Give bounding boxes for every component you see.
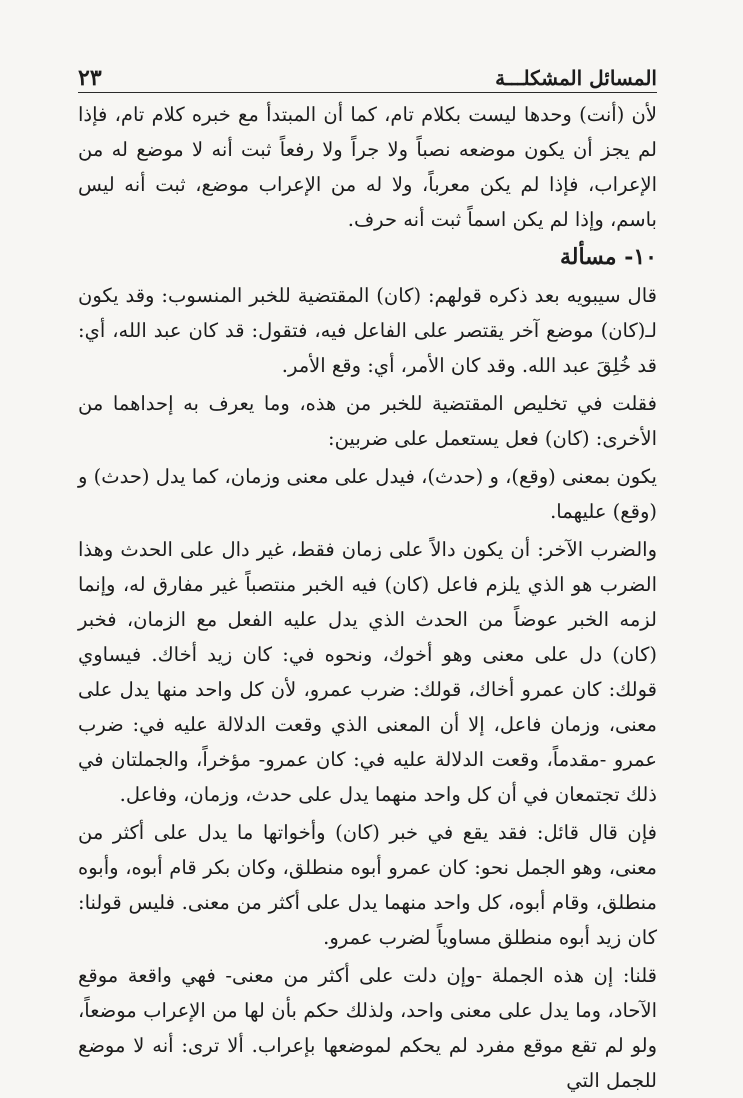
paragraph: فقلت في تخليص المقتضية للخبر من هذه، وما يعرف به إحداهما من الأخرى: (كان) فعل يستعمل على ضربين: [78,392,657,450]
running-title: المسائل المشكلـــة [495,66,657,90]
page-header [78,58,657,93]
paragraph: والضرب الآخر: أن يكون دالاً على زمان فقط، غير دال على الحدث وهذا الضرب هو الذي يلزم فاعل (كان) فيه الخبر منتصباً غير مفارق له، وإنما لزمه الخبر عوضاً من الحدث الذي يدل عليه الفعل مع الزمان، فخبر (كان) دل على معنى وهو أخوك، ونحوه في: كان زيد أخاك. فيساوي قولك: كان عمرو أخاك، قولك: ضرب عمرو، لأن كل واحد منها يدل على معنى، وزمان فاعل، إلا أن المعنى الذي وقعت الدلالة عليه في: ضرب عمرو -مقدماً، وقعت الدلالة عليه في: كان عمرو- مؤخراً، والجملتان في ذلك تجتمعان في أن كل واحد منهما يدل على حدث، وزمان، وفاعل. [78,538,657,806]
paragraph: فإن قال قائل: فقد يقع في خبر (كان) وأخواتها ما يدل على أكثر من معنى، وهو الجمل نحو: كان عمرو أبوه منطلق، وكان بكر قام أبوه، وأبوه منطلق، وقام أبوه، كل واحد منهما يدل على أكثر من معنى. فليس قولنا: كان زيد أبوه منطلق مساوياً لضرب عمرو. [78,821,657,949]
page-body [78,97,657,1098]
paragraph: قال سيبويه بعد ذكره قولهم: (كان) المقتضية للخبر المنسوب: وقد يكون لـ(كان) موضع آخر يقتصر على الفاعل فيه، فتقول: قد كان عبد الله، أي: قد خُلِقَ عبد الله. وقد كان الأمر، أي: وقع الأمر. [78,284,657,377]
paragraph: قلنا: إن هذه الجملة -وإن دلت على أكثر من معنى- فهي واقعة موقع الآحاد، وما يدل على معنى واحد، ولذلك حكم بأن لها من الإعراب موضعاً، ولو لم تقع موقع مفرد لم يحكم لموضعها بإعراب. ألا ترى: أنه لا موضع للجمل التي [78,964,657,1092]
section-heading: ١٠- مسألة [559,244,657,270]
paragraph: يكون بمعنى (وقع)، و (حدث)، فيدل على معنى وزمان، كما يدل (حدث) و (وقع) عليهما. [78,465,657,523]
page-number: ٢٣ [78,65,102,91]
paragraph: لأن (أنت) وحدها ليست بكلام تام، كما أن المبتدأ مع خبره كلام تام، فإذا لم يجز أن يكون موضعه نصباً ولا جراً ولا رفعاً ثبت أنه لا موضع له من الإعراب، فإذا لم يكن معرباً، ولا له من الإعراب موضع، ثبت أنه ليس باسم، وإذا لم يكن اسماً ثبت أنه حرف. [78,103,657,231]
